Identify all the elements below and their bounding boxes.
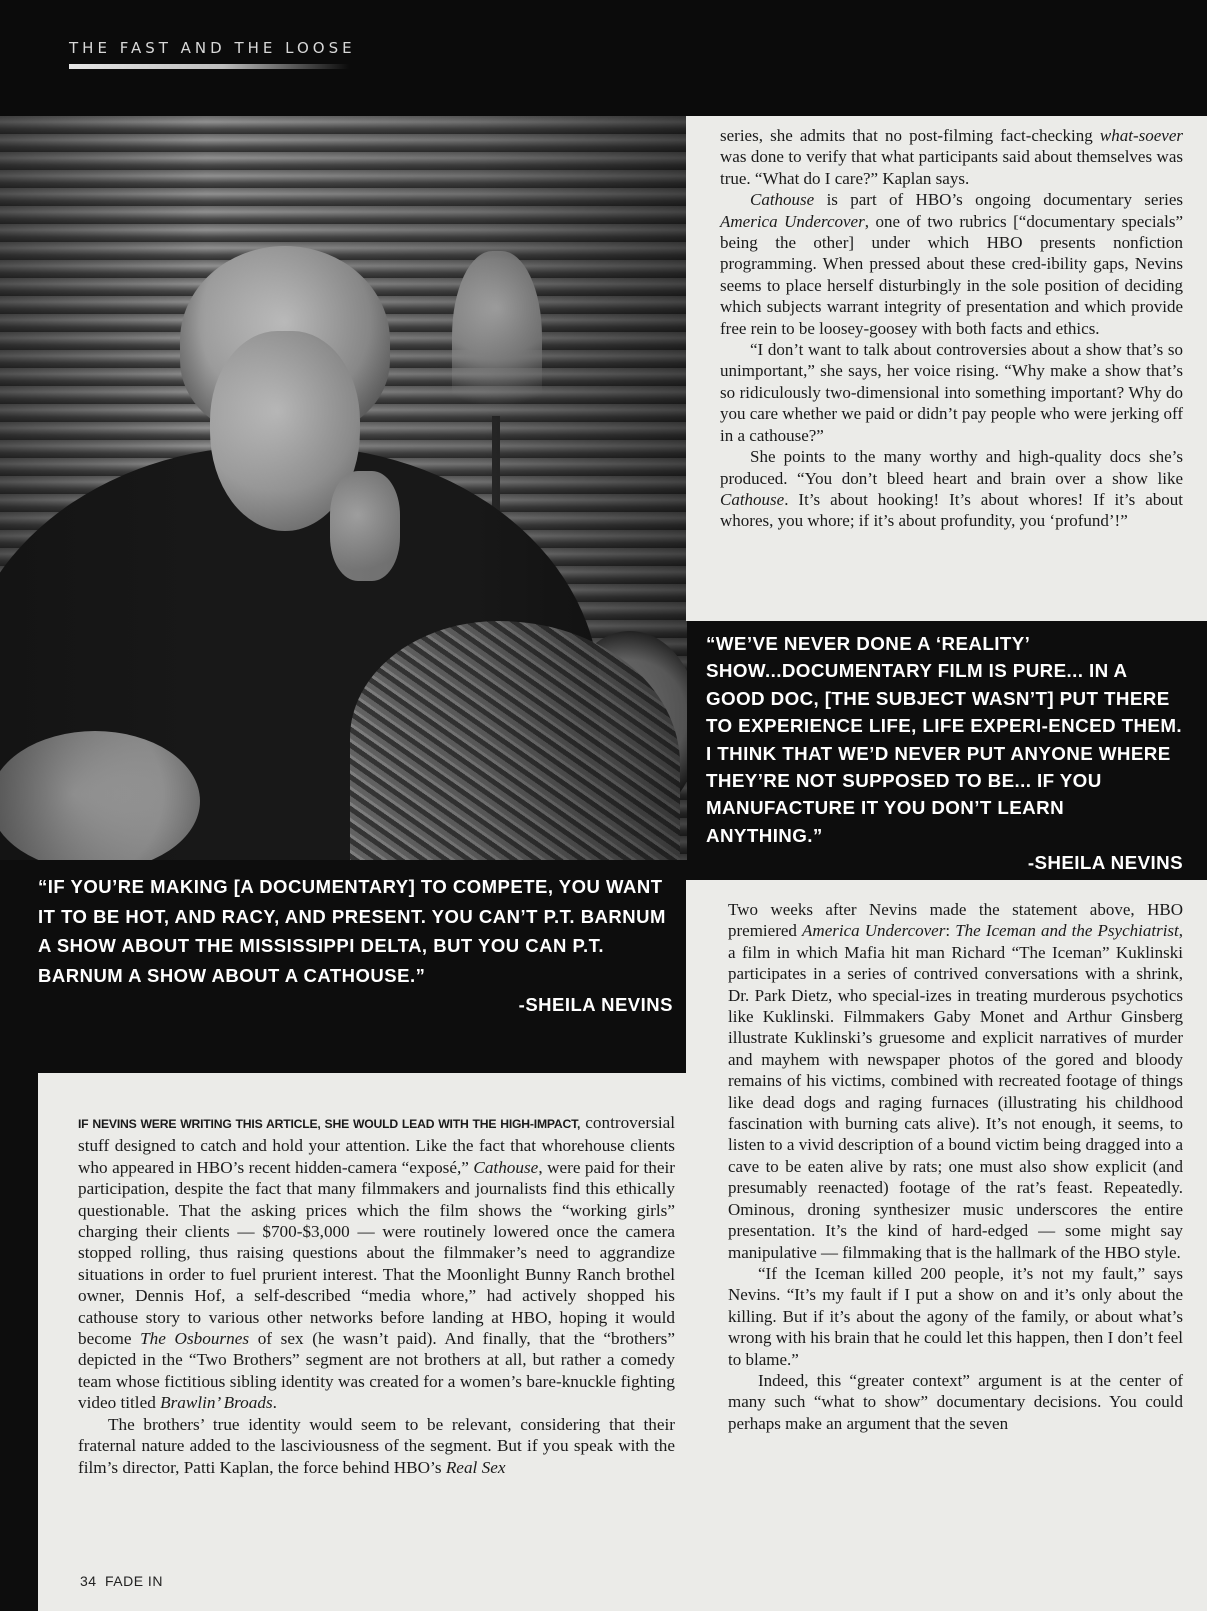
italic-title: Real Sex: [445, 1457, 506, 1477]
pull-quote-right-attribution: -SHEILA NEVINS: [1027, 852, 1183, 874]
text-run: is part of HBO’s ongoing documentary series: [814, 190, 1183, 210]
paragraph: [720, 339, 1183, 446]
text-run: Indeed, this “greater context” argument is at the center of many such “what to show” documentary decisions. You could perhaps make an argument that the seven: [728, 1370, 1183, 1433]
text-run: She points to the many worthy and high-quality docs she’s produced. “You don’t bleed heart and brain over a show like: [720, 447, 1183, 488]
italic-title: Cathouse: [750, 190, 815, 210]
text-run: “If the Iceman killed 200 people, it’s not my fault,” says Nevins. “It’s my fault if I put a show on and it’s only about the killing. But if it’s about the agony of the family, or about what’s wrong with his brain that he could let this happen, then I don’t feel to blame.”: [728, 1263, 1183, 1369]
running-head-rule: [69, 64, 349, 69]
paragraph: [728, 1370, 1183, 1434]
text-run: :: [945, 921, 956, 941]
text-run: Two weeks after Nevins made the statement above, HBO premiered: [728, 900, 1183, 941]
text-run: was done to verify that what participants said about themselves was true. “What do I care?” Kaplan says.: [720, 147, 1183, 188]
paragraph: [78, 1112, 675, 1414]
text-run: controversial stuff designed to catch and hold your attention. Like the fact that whorehouse clients who appeared in HBO’s recent hidden-camera “exposé,”: [78, 1113, 675, 1177]
publication-name: FADE IN: [104, 1573, 163, 1589]
italic-title: The Iceman and the Psychiatrist: [955, 921, 1179, 941]
page-folio: [80, 1573, 163, 1589]
running-head: THE FAST AND THE LOOSE: [69, 39, 356, 57]
pull-quote-right: [706, 630, 1183, 877]
italic-title: Cathouse: [473, 1157, 539, 1177]
portrait-photo: [0, 116, 687, 860]
text-run: , a film in which Mafia hit man Richard “The Iceman” Kuklinski participates in a series of contrived conversations with a shrink, Dr. Park Dietz, who special-izes in treating murderous psychotics like Kuklinski. Filmmakers Gaby Monet and Arthur Ginsberg illustrate Kuklinski’s gruesome and explicit narratives of murder and mayhem with newspaper photos of the gored and bloody remains of his victims, combined with recreated footage of things like dead dogs and raging furnaces (illustrating his childhood fascination with burning cats alive). It’s not enough, it seems, to listen to a vivid description of a bound victim being dragged into a cave to be eaten alive by rats; one must also show explicit (and presumably reenacted) footage of the rat’s feast. Repeatedly. Ominous, droning synthesizer music underscores the entire presentation. It’s the kind of hard-edged — some might say manipulative — filmmaking that is the hallmark of the HBO style.: [728, 921, 1184, 1262]
page-number: 34: [80, 1573, 97, 1589]
pull-quote-left-text: “IF YOU’RE MAKING [A DOCUMENTARY] TO COMPETE, YOU WANT IT TO BE HOT, AND RACY, AND PRESENT. YOU CAN’T P.T. BARNUM A SHOW ABOUT THE MISSISSIPPI DELTA, BUT YOU CAN P.T. BARNUM A SHOW ABOUT A CATHOUSE.”: [38, 876, 666, 986]
pull-quote-left-attribution: -SHEILA NEVINS: [518, 994, 673, 1015]
paragraph: [720, 125, 1183, 189]
italic-title: Cathouse: [720, 489, 785, 509]
lead-in: IF NEVINS WERE WRITING THIS ARTICLE, SHE WOULD LEAD WITH THE HIGH-IMPACT,: [78, 1117, 581, 1131]
main-article: [38, 1073, 688, 1611]
text-run: .: [272, 1393, 277, 1413]
paragraph: [720, 189, 1183, 339]
photo-shading: [0, 116, 687, 860]
text-run: series, she admits that no post-filming fact-checking: [720, 126, 1100, 145]
paragraph: [728, 899, 1183, 1263]
right-column-top: [686, 116, 1207, 621]
italic-title: The Osbournes: [140, 1329, 250, 1349]
text-run: . It’s about hooking! It’s about whores! If it’s about whores, you whore; if it’s about profundity, you ‘profund’!”: [720, 489, 1183, 531]
text-run: , were paid for their participation, despite the fact that many filmmakers and journalists find this ethically questionable. That the asking prices which the film shows the “working girls” charging their clients — $700-$3,000 — were routinely lowered once the camera stopped rolling, thus raising questions about the filmmaker’s need to aggrandize situations in order to fuel prurient interest. That the Moonlight Bunny Ranch brothel owner, Dennis Hof, a self-described “media whore,” had actively shopped his cathouse story to various other networks before landing at HBO, hoping it would become: [78, 1157, 675, 1349]
pull-quote-left: [38, 872, 673, 1020]
italic-title: America Undercover: [720, 211, 865, 231]
paragraph: [728, 1263, 1183, 1370]
right-column-bottom: [686, 880, 1207, 1611]
text-run: of sex (he wasn’t paid). And finally, that the “brothers” depicted in the “Two Brothers” segment are not brothers at all, but rather a comedy team whose fictitious sibling identity was created for a women’s bare-knuckle fighting video titled: [78, 1329, 676, 1413]
text-run: “I don’t want to talk about controversies about a show that’s so unimportant,” she says, her voice rising. “Why make a show that’s so ridiculously two-dimensional into something important? Why do you care whether we paid or didn’t pay people who were jerking off in a cathouse?”: [720, 340, 1183, 445]
pull-quote-right-text: “WE’VE NEVER DONE A ‘REALITY’ SHOW...DOCUMENTARY FILM IS PURE... IN A GOOD DOC, [THE SUBJECT WASN’T] PUT THERE TO EXPERIENCE LIFE, LIFE EXPERI-ENCED THEM. I THINK THAT WE’D NEVER PUT ANYONE WHERE THEY’RE NOT SUPPOSED TO BE... IF YOU MANUFACTURE IT YOU DON’T LEARN ANYTHING.”: [706, 633, 1183, 846]
text-run: The brothers’ true identity would seem to be relevant, considering that their fraternal nature added to the lasciviousness of the segment. But if you speak with the film’s director, Patti Kaplan, the force behind HBO’s: [78, 1414, 675, 1477]
italic-title: what-soever: [1099, 126, 1183, 145]
italic-title: America Undercover: [802, 921, 946, 941]
header-bar: [0, 0, 1207, 116]
paragraph: [720, 446, 1183, 532]
paragraph: [78, 1414, 675, 1478]
text-run: , one of two rubrics [“documentary specials” being the other] under which HBO presents nonfiction programming. When pressed about these cred-ibility gaps, Nevins seems to place herself disturbingly in the sole position of deciding which subjects warrant integrity of presentation and which provide free rein to be loosey-goosey with both facts and ethics.: [720, 211, 1183, 338]
italic-title: Brawlin’ Broads: [160, 1393, 273, 1413]
main-article-body: [78, 1112, 675, 1478]
